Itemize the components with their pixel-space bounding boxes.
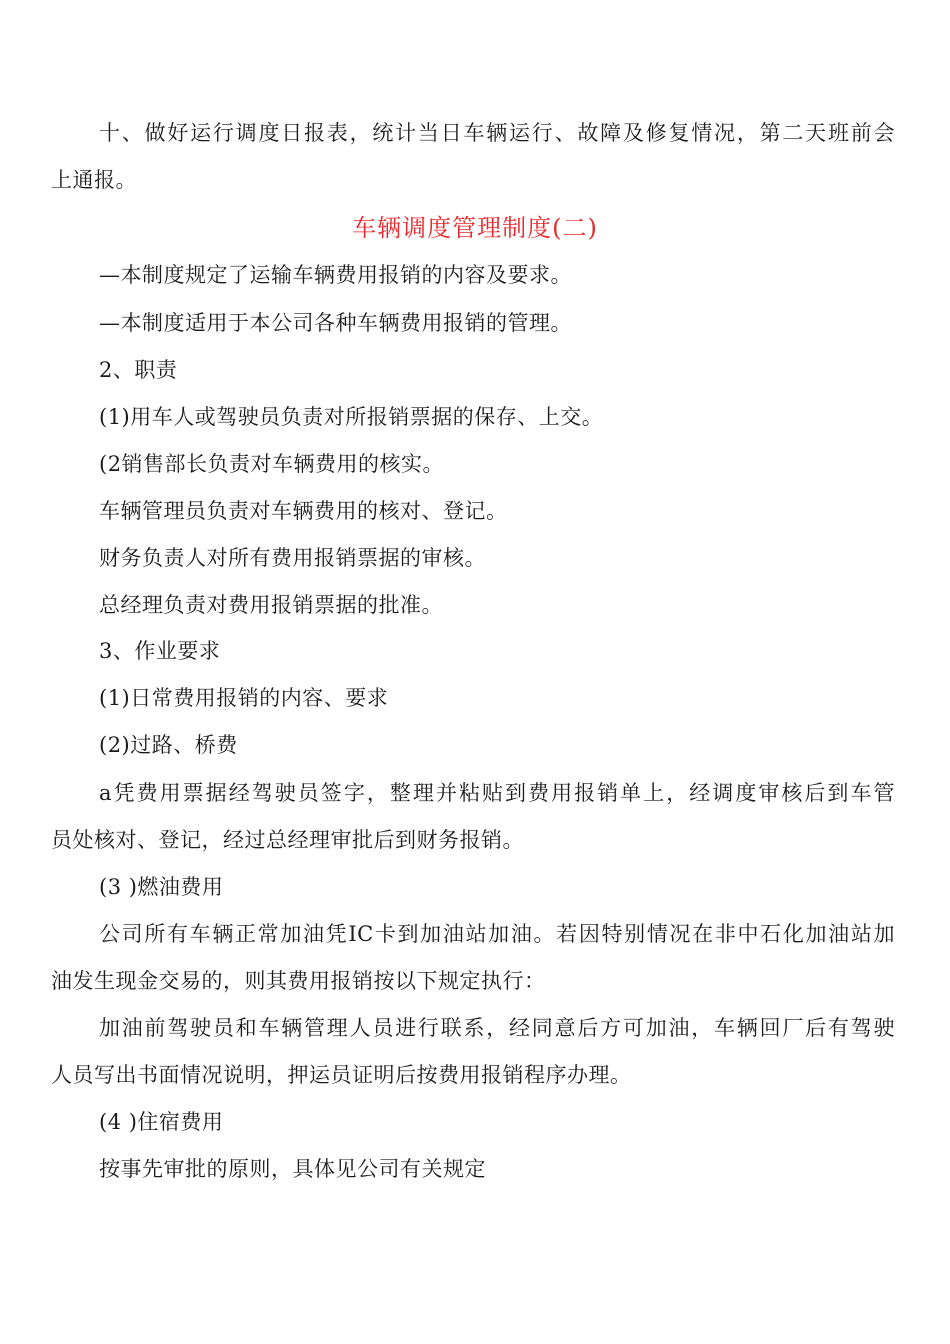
requirement-item-1: (1)日常费用报销的内容、要求 bbox=[99, 686, 389, 710]
responsibility-item-5: 总经理负责对费用报销票据的批准。 bbox=[99, 593, 443, 617]
applicability-paragraph: —本制度适用于本公司各种车辆费用报销的管理。 bbox=[99, 311, 572, 335]
responsibility-item-3: 车辆管理员负责对车辆费用的核对、登记。 bbox=[99, 499, 508, 523]
refuel-paragraph-line-1: 加油前驾驶员和车辆管理人员进行联系，经同意后方可加油，车辆回厂后有驾驶 bbox=[99, 1016, 895, 1040]
refuel-paragraph-line-2: 人员写出书面情况说明，押运员证明后按费用报销程序办理。 bbox=[51, 1063, 632, 1087]
scope-paragraph: —本制度规定了运输车辆费用报销的内容及要求。 bbox=[99, 263, 572, 287]
fuel-paragraph-line-2: 油发生现金交易的，则其费用报销按以下规定执行： bbox=[51, 969, 546, 993]
responsibility-item-4: 财务负责人对所有费用报销票据的审核。 bbox=[99, 546, 486, 570]
responsibility-item-1: (1)用车人或驾驶员负责对所报销票据的保存、上交。 bbox=[99, 405, 604, 429]
lodging-paragraph: 按事先审批的原则，具体见公司有关规定 bbox=[99, 1157, 486, 1181]
requirement-item-4: (4 )住宿费用 bbox=[99, 1110, 224, 1134]
toll-paragraph-line-2: 员处核对、登记，经过总经理审批后到财务报销。 bbox=[51, 828, 524, 852]
section-title: 车辆调度管理制度(二) bbox=[352, 214, 598, 242]
paragraph-10-line-1: 十、做好运行调度日报表，统计当日车辆运行、故障及修复情况，第二天班前会 bbox=[99, 121, 895, 145]
paragraph-10-line-2: 上通报。 bbox=[51, 168, 137, 192]
fuel-paragraph-line-1: 公司所有车辆正常加油凭IC卡到加油站加油。若因特别情况在非中石化加油站加 bbox=[99, 922, 895, 946]
requirement-item-3: (3 )燃油费用 bbox=[99, 875, 224, 899]
responsibility-item-2: (2销售部长负责对车辆费用的核实。 bbox=[99, 452, 445, 476]
heading-requirements: 3、作业要求 bbox=[99, 639, 221, 663]
requirement-item-2: (2)过路、桥费 bbox=[99, 733, 238, 757]
heading-responsibilities: 2、职责 bbox=[99, 358, 178, 382]
toll-paragraph-line-1: a凭费用票据经驾驶员签字，整理并粘贴到费用报销单上，经调度审核后到车管 bbox=[99, 781, 895, 805]
